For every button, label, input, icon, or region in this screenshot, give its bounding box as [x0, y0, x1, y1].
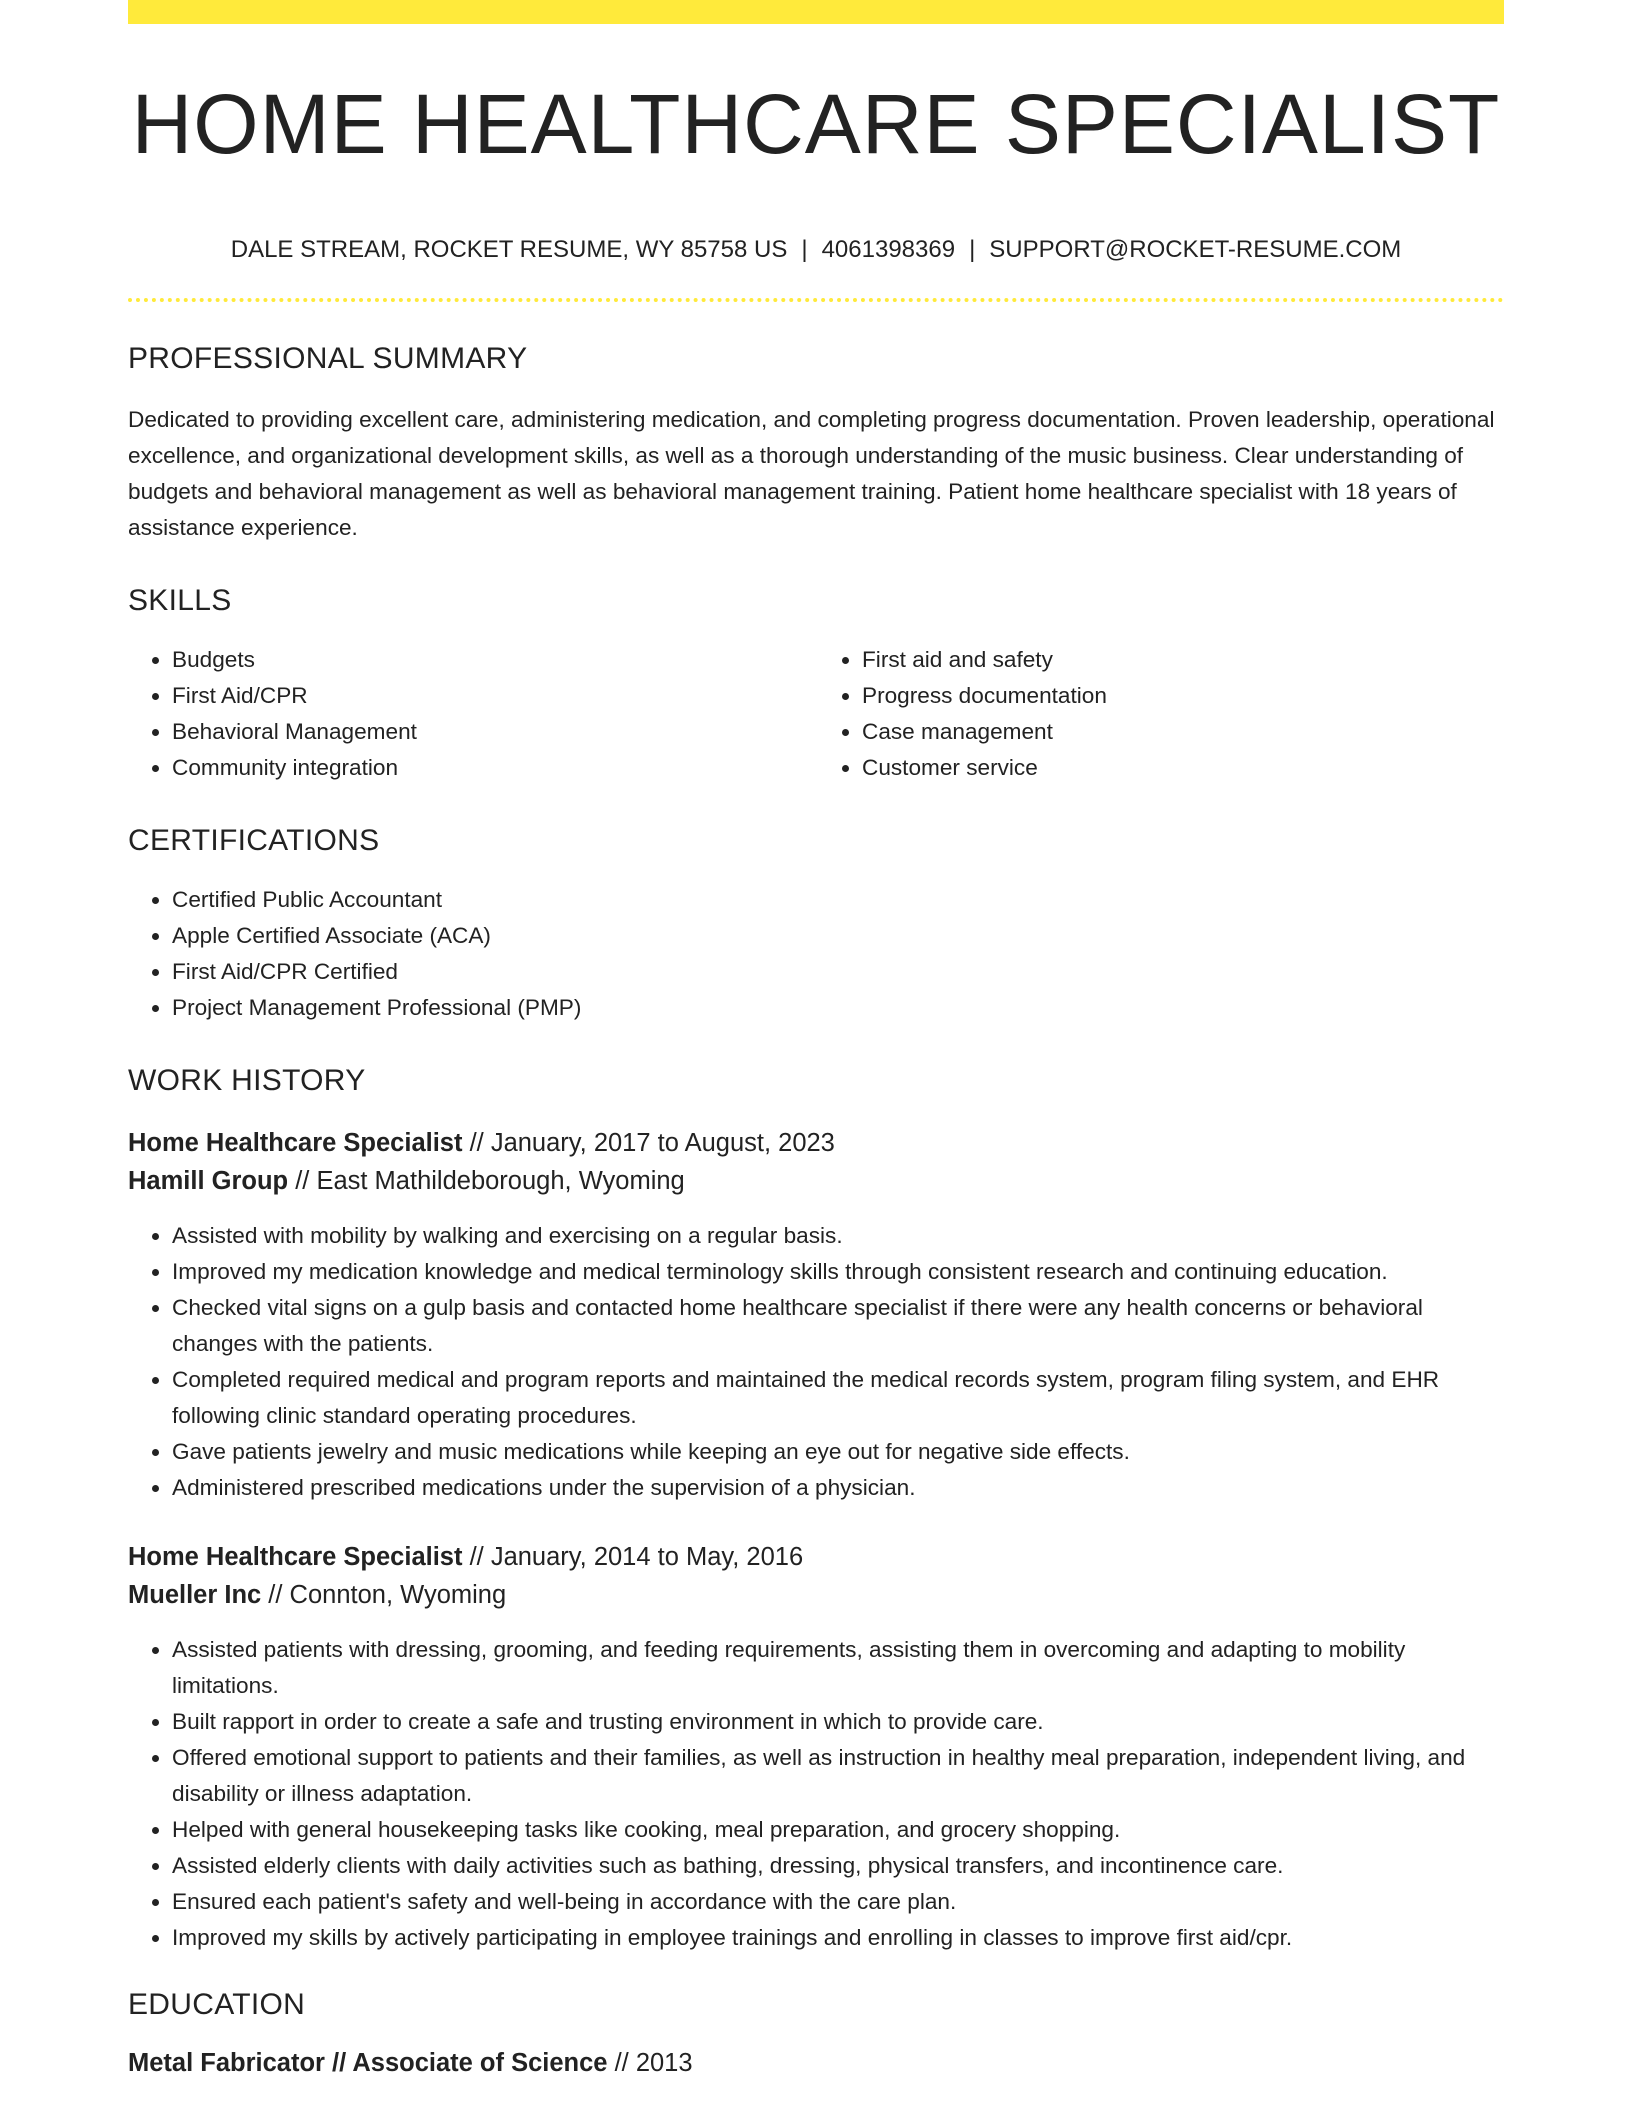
job-bullet: • Checked vital signs on a gulp basis and contacted home healthcare specialist if there were any health concerns or behavioral changes with the patients.: [172, 1290, 1504, 1362]
contact-phone[interactable]: 4061398369: [821, 236, 956, 263]
job-title-line: [128, 1538, 1504, 1576]
skills-heading: SKILLS: [128, 584, 232, 617]
work-history-heading: WORK HISTORY: [128, 1064, 366, 1097]
skills-list-right: [816, 642, 1504, 786]
contact-separator: |: [969, 236, 976, 263]
skill-item: • Behavioral Management: [172, 714, 816, 750]
job-bullet: • Improved my medication knowledge and medical terminology skills through consistent research and continuing education.: [172, 1254, 1504, 1290]
job-bullet: • Offered emotional support to patients and their families, as well as instruction in healthy meal preparation, independent living, and disability or illness adaptation.: [172, 1740, 1504, 1812]
skill-item: • First aid and safety: [862, 642, 1504, 678]
job-company: Mueller Inc: [128, 1581, 262, 1609]
job-role: Home Healthcare Specialist: [128, 1543, 463, 1571]
job-company-line: [128, 1576, 1504, 1614]
skills-column-left: [128, 616, 816, 786]
skill-item: • Budgets: [172, 642, 816, 678]
job-dates: // January, 2014 to May, 2016: [462, 1543, 804, 1571]
job-bullet: • Assisted patients with dressing, grooming, and feeding requirements, assisting them in overcoming and adapting to mobility limitations.: [172, 1632, 1504, 1704]
job-dates: // January, 2017 to August, 2023: [462, 1129, 835, 1157]
skills-list-left: [128, 642, 816, 786]
skills-column-right: [816, 616, 1504, 786]
job-bullet: • Built rapport in order to create a safe and trusting environment in which to provide care.: [172, 1704, 1504, 1740]
education-entry: [128, 2044, 1504, 2082]
job-bullet: • Assisted elderly clients with daily activities such as bathing, dressing, physical transfers, and incontinence care.: [172, 1848, 1504, 1884]
resume-title: HOME HEALTHCARE SPECIALIST: [131, 77, 1501, 171]
job-bullets: [128, 1218, 1504, 1506]
job-bullet: • Helped with general housekeeping tasks like cooking, meal preparation, and grocery shopping.: [172, 1812, 1504, 1848]
certification-item: • Apple Certified Associate (ACA): [172, 918, 1504, 954]
job-location: // Connton, Wyoming: [261, 1581, 507, 1609]
job-role: Home Healthcare Specialist: [128, 1129, 463, 1157]
certifications-list: [128, 882, 1504, 1026]
education-heading: EDUCATION: [128, 1988, 306, 2021]
job-company: Hamill Group: [128, 1167, 289, 1195]
contact-separator: |: [801, 236, 808, 263]
education-degree: Metal Fabricator // Associate of Science: [128, 2049, 608, 2077]
skills-columns: [128, 616, 1504, 786]
certification-item: • First Aid/CPR Certified: [172, 954, 1504, 990]
job-company-line: [128, 1162, 1504, 1200]
top-accent-bar: [128, 0, 1504, 24]
job-bullet: • Improved my skills by actively participating in employee trainings and enrolling in classes to improve first aid/cpr.: [172, 1920, 1504, 1956]
certifications-heading: CERTIFICATIONS: [128, 824, 380, 857]
job-bullet: • Administered prescribed medications under the supervision of a physician.: [172, 1470, 1504, 1506]
job-bullet: • Completed required medical and program reports and maintained the medical records system, program filing system, and EHR following clinic standard operating procedures.: [172, 1362, 1504, 1434]
skill-item: • Progress documentation: [862, 678, 1504, 714]
summary-heading: PROFESSIONAL SUMMARY: [128, 342, 528, 375]
job-bullet: • Gave patients jewelry and music medications while keeping an eye out for negative side effects.: [172, 1434, 1504, 1470]
dotted-divider: [128, 298, 1504, 302]
job-title-line: [128, 1124, 1504, 1162]
contact-line: [128, 238, 1504, 262]
contact-address: DALE STREAM, ROCKET RESUME, WY 85758 US: [230, 236, 788, 263]
contact-email[interactable]: SUPPORT@ROCKET-RESUME.COM: [989, 236, 1402, 263]
summary-text: Dedicated to providing excellent care, administering medication, and completing progress documentation. Proven leadership, operational excellence, and organizational development skills, as well as a thorough understanding of the music business. Clear understanding of budgets and behavioral management as well as behavioral management training. Patient home healthcare specialist with 18 years of assistance experience.: [128, 407, 1495, 540]
job-bullets: [128, 1632, 1504, 1956]
skill-item: • Customer service: [862, 750, 1504, 786]
resume-page: [128, 0, 1504, 2082]
education-year: // 2013: [607, 2049, 693, 2077]
job-bullet: • Assisted with mobility by walking and exercising on a regular basis.: [172, 1218, 1504, 1254]
certification-item: • Project Management Professional (PMP): [172, 990, 1504, 1026]
job-location: // East Mathildeborough, Wyoming: [288, 1167, 685, 1195]
skill-item: • First Aid/CPR: [172, 678, 816, 714]
skill-item: • Case management: [862, 714, 1504, 750]
certification-item: • Certified Public Accountant: [172, 882, 1504, 918]
job-bullet: • Ensured each patient's safety and well-being in accordance with the care plan.: [172, 1884, 1504, 1920]
skill-item: • Community integration: [172, 750, 816, 786]
